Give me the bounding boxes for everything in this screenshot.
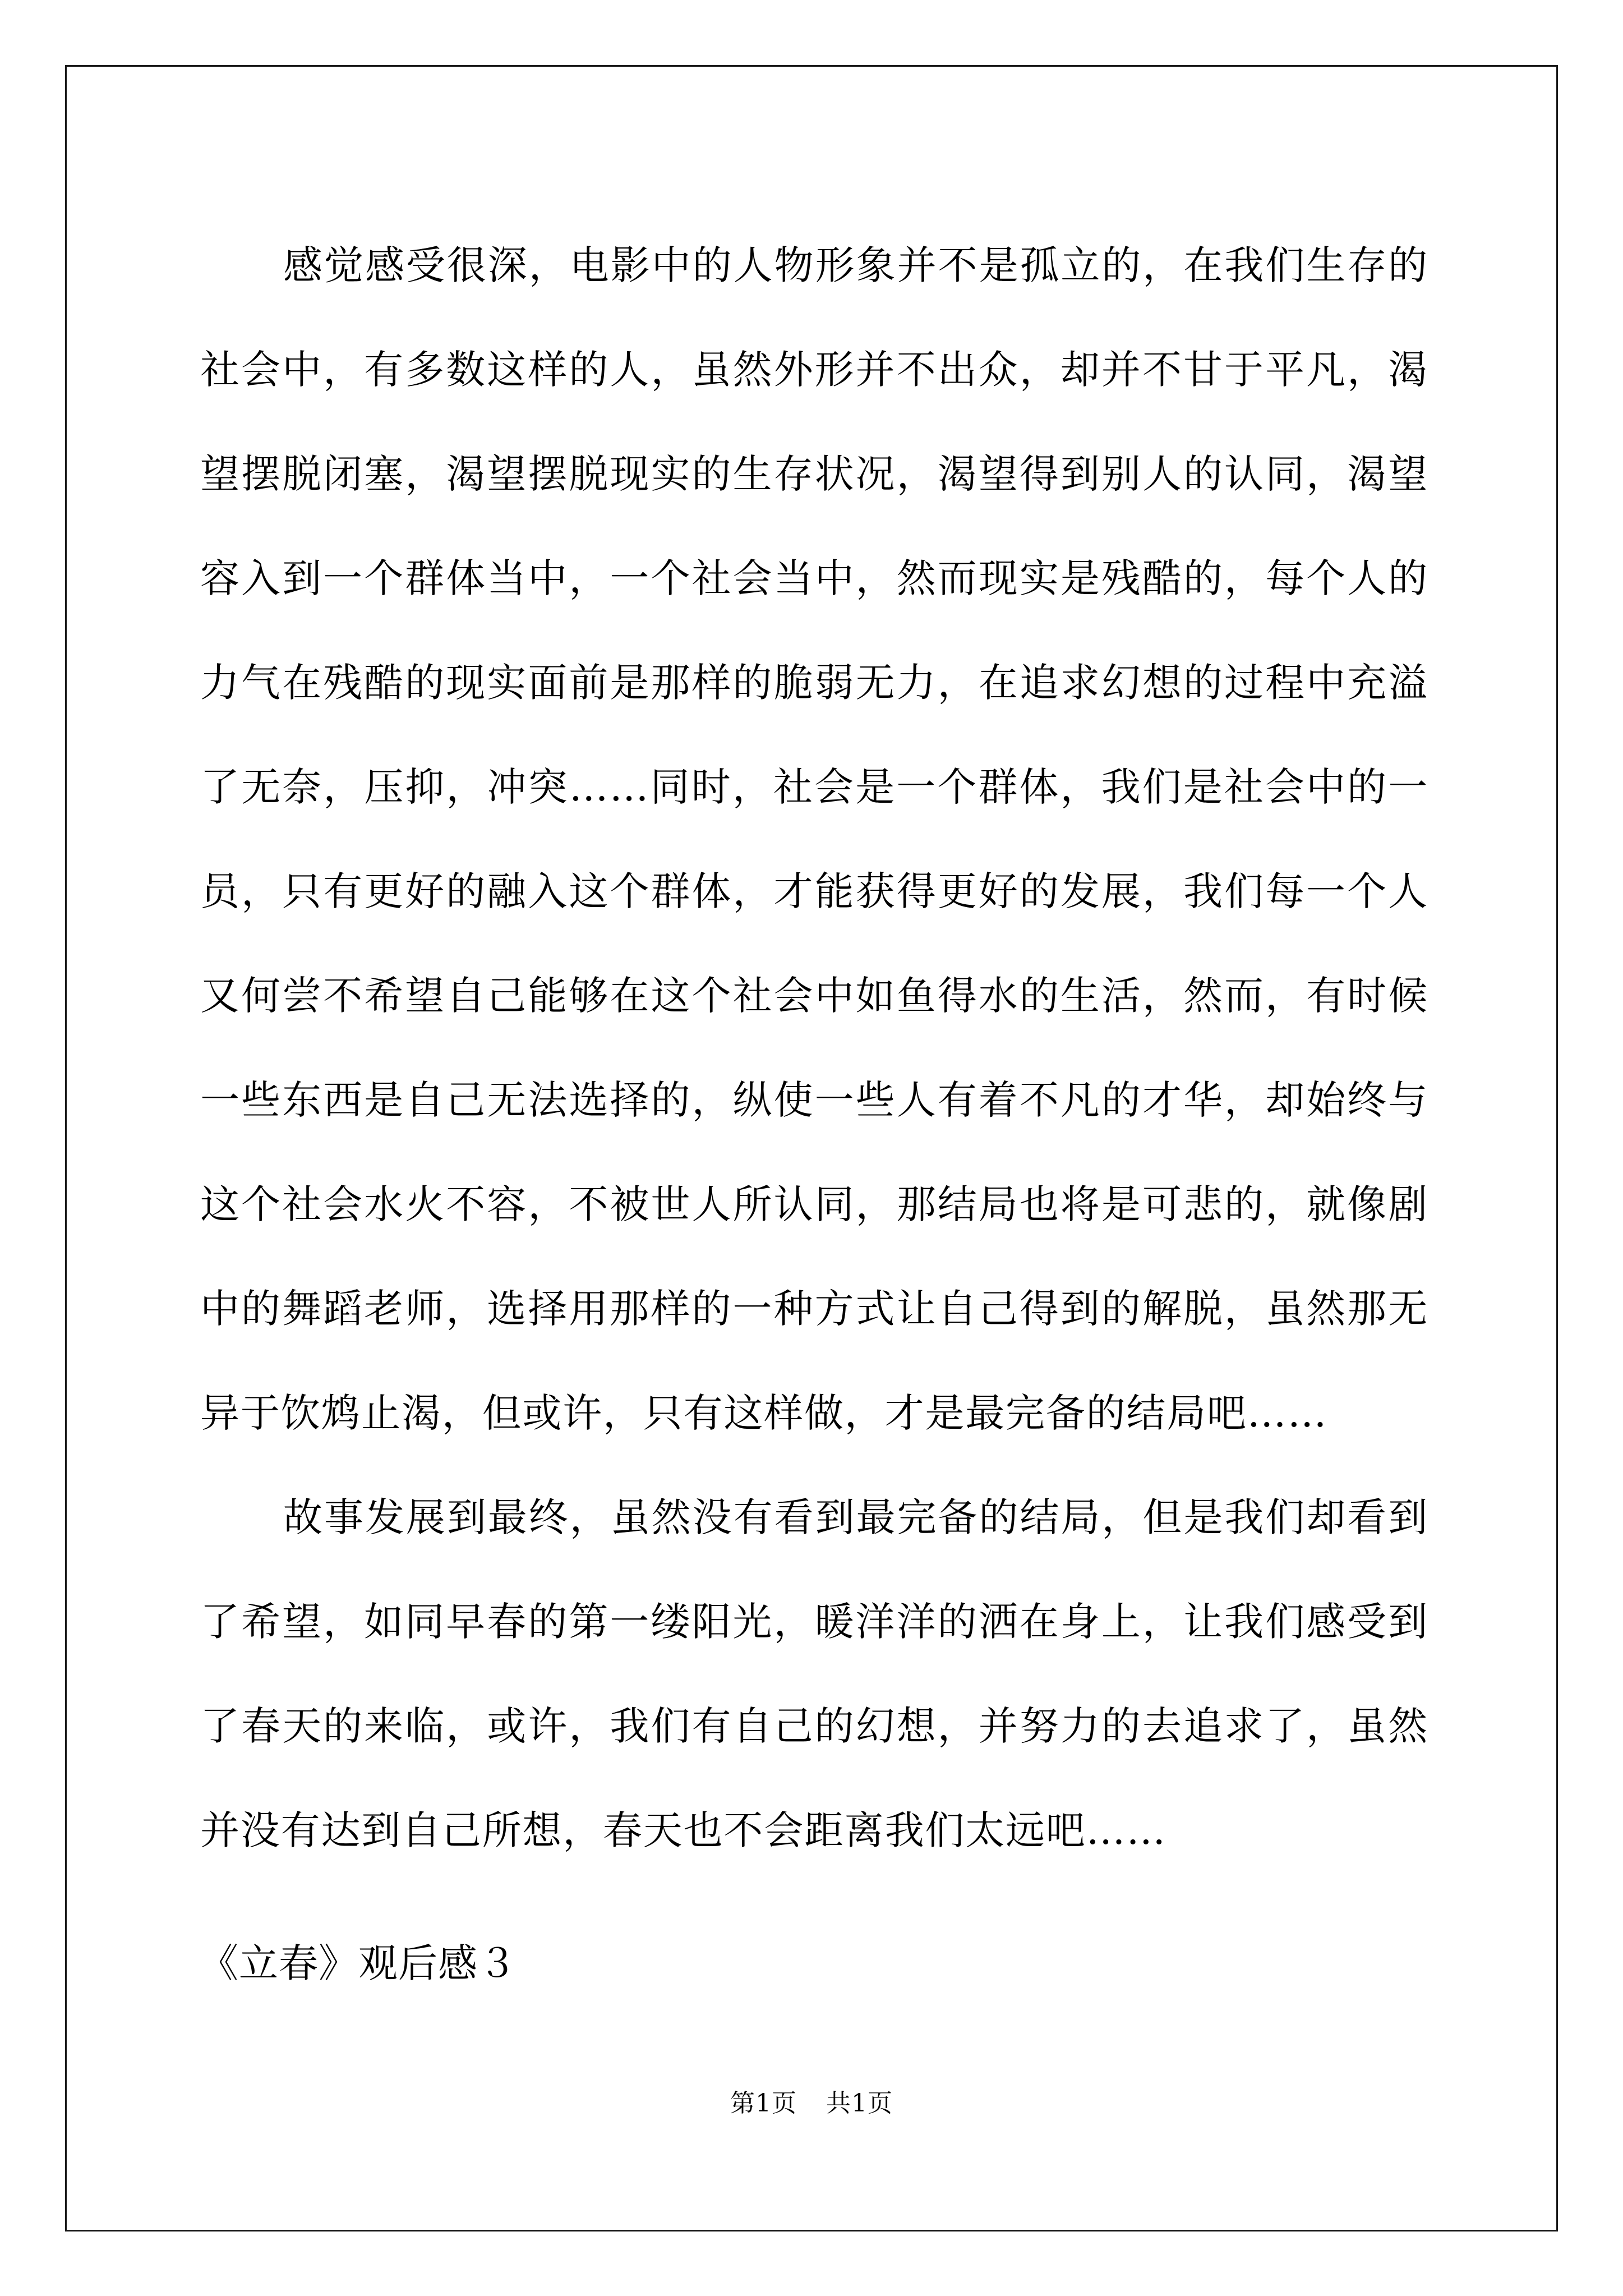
page-number-total: 共1页: [826, 2089, 893, 2118]
body-paragraph-1: 感觉感受很深，电影中的人物形象并不是孤立的，在我们生存的社会中，有多数这样的人，虽然外形并不出众，却并不甘于平凡，渴望摆脱闭塞，渴望摆脱现实的生存状况，渴望得到别人的认同，渴望容入到一个群体当中，一个社会当中，然而现实是残酷的，每个人的力气在残酷的现实面前是那样的脆弱无力，在追求幻想的过程中充溢了无奈，压抑，冲突……同时，社会是一个群体，我们是社会中的一员，只有更好的融入这个群体，才能获得更好的发展，我们每一个人又何尝不希望自己能够在这个社会中如鱼得水的生活，然而，有时候一些东西是自己无法选择的，纵使一些人有着不凡的才华，却始终与这个社会水火不容，不被世人所认同，那结局也将是可悲的，就像剧中的舞蹈老师，选择用那样的一种方式让自己得到的解脱，虽然那无异于饮鸩止渴，但或许，只有这样做，才是最完备的结局吧……: [200, 242, 1428, 1436]
page-number-current: 第1页: [730, 2089, 797, 2118]
body-paragraph-2: 故事发展到最终，虽然没有看到最完备的结局，但是我们却看到了希望，如同早春的第一缕阳光，暖洋洋的洒在身上，让我们感受到了春天的来临，或许，我们有自己的幻想，并努力的去追求了，虽然并没有达到自己所想，春天也不会距离我们太远吧……: [200, 1494, 1428, 1853]
section-heading: 《立春》观后感３: [199, 1940, 518, 1986]
page-footer: [0, 2087, 1623, 2120]
